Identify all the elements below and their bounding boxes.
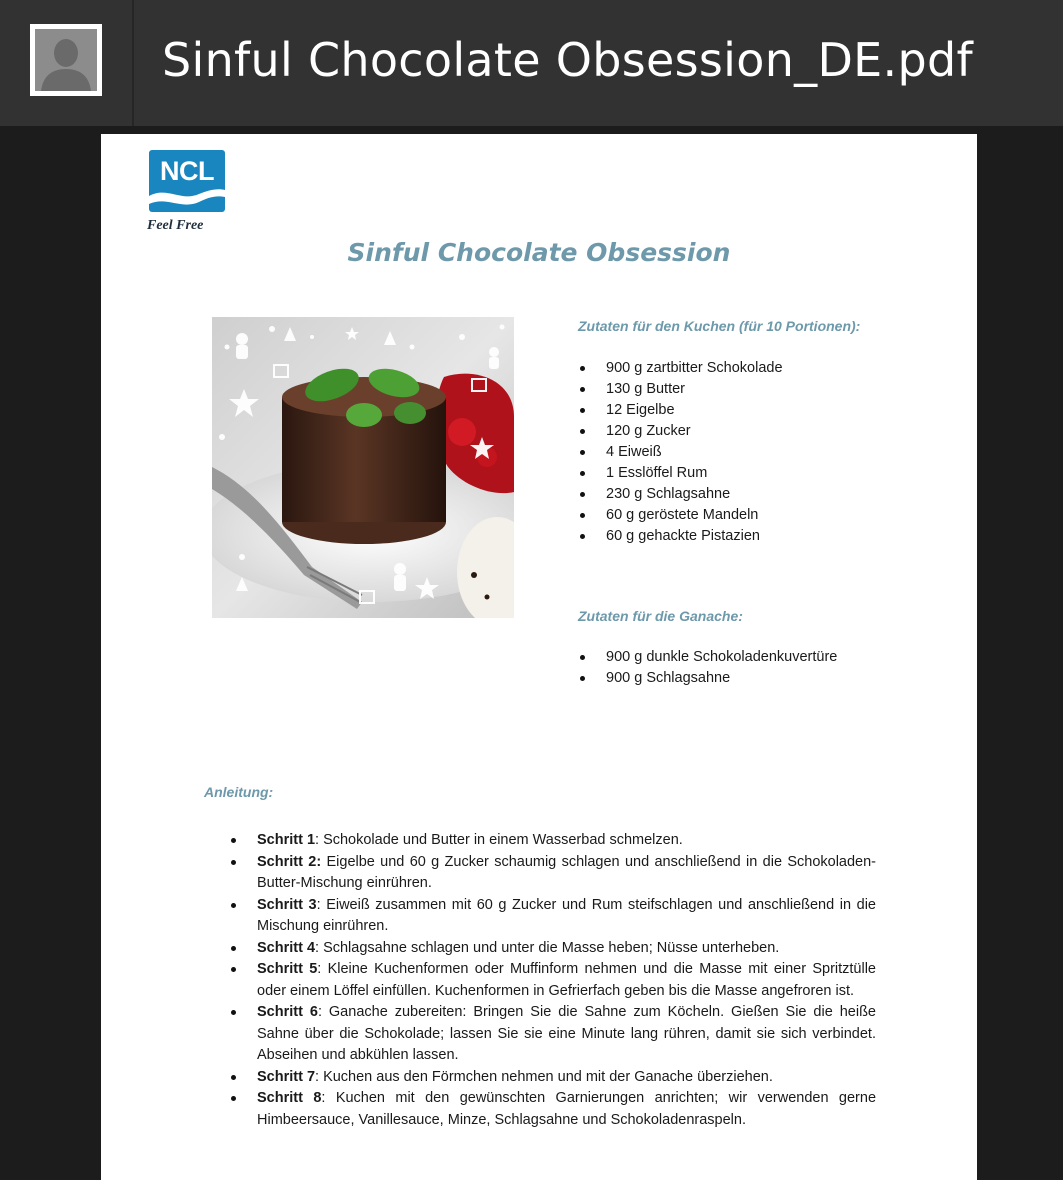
list-item: 900 g Schlagsahne (580, 668, 837, 689)
list-item: 12 Eigelbe (580, 400, 783, 421)
step-item (231, 895, 876, 938)
step-item (231, 852, 876, 895)
user-silhouette-icon (35, 29, 97, 91)
step-label: Schritt 6 (257, 1004, 318, 1020)
pdf-page[interactable] (101, 134, 977, 1180)
step-label: Schritt 4 (257, 939, 316, 956)
cake-ingredients-list (580, 358, 783, 547)
step-text: : Kuchen aus den Förmchen nehmen und mit der Ganache überziehen. (315, 1068, 773, 1085)
ncl-logo (147, 148, 227, 238)
list-item: 900 g zartbitter Schokolade (580, 358, 783, 379)
step-label: Schritt 8 (257, 1090, 322, 1106)
document-title: Sinful Chocolate Obsession_DE.pdf (162, 33, 973, 87)
step-text: : Eiweiß zusammen mit 60 g Zucker und Rum steifschlagen und anschließend in die Mischung einrühren. (257, 896, 876, 934)
instruction-steps-list (231, 830, 876, 1131)
list-item: 900 g dunkle Schokoladenkuvertüre (580, 647, 837, 668)
step-text: : Schlagsahne schlagen und unter die Masse heben; Nüsse unterheben. (315, 939, 780, 956)
app-top-bar (0, 0, 1063, 126)
step-item (231, 959, 876, 1002)
dessert-photo (212, 317, 514, 618)
step-item (231, 1088, 876, 1131)
logo-tagline: Feel Free (147, 218, 204, 233)
step-label: Schritt 5 (257, 961, 318, 977)
step-text: : Ganache zubereiten: Bringen Sie die Sahne zum Köcheln. Gießen Sie die heiße Sahne über die Schokolade; lassen Sie sie eine Minute lang rühren, damit sie sich verbindet. Abseihen und abkühlen lassen. (257, 1004, 876, 1063)
list-item: 4 Eiweiß (580, 442, 783, 463)
step-label: Schritt 7 (257, 1068, 316, 1085)
cake-ingredients-heading: Zutaten für den Kuchen (für 10 Portionen): (578, 318, 861, 334)
step-text: Eigelbe und 60 g Zucker schaumig schlagen und anschließend in die Schokoladen-Butter-Mischung einrühren. (257, 853, 877, 891)
ganache-ingredients-heading: Zutaten für die Ganache: (578, 608, 743, 624)
step-item (231, 938, 876, 960)
list-item: 120 g Zucker (580, 421, 783, 442)
toolbar-divider (132, 0, 134, 126)
step-text: : Schokolade und Butter in einem Wasserbad schmelzen. (315, 832, 683, 848)
logo-brand: NCL (160, 156, 214, 186)
step-item (231, 1067, 876, 1089)
ganache-ingredients-list (580, 647, 837, 689)
step-text: : Kuchen mit den gewünschten Garnierungen anrichten; wir verwenden gerne Himbeersauce, Vanillesauce, Minze, Schlagsahne und Schokoladenraspeln. (257, 1090, 877, 1128)
logo-box (149, 150, 225, 212)
wave-icon (149, 150, 225, 212)
step-text: : Kleine Kuchenformen oder Muffinform nehmen und die Masse mit einer Spritztülle oder einem Löffel einfüllen. Kuchenformen in Gefrierfach geben bis die Masse angefroren ist. (257, 961, 877, 999)
instructions-heading: Anleitung: (204, 784, 274, 800)
list-item: 130 g Butter (580, 379, 783, 400)
recipe-title: Sinful Chocolate Obsession (347, 238, 731, 267)
avatar[interactable] (30, 24, 102, 96)
list-item: 1 Esslöffel Rum (580, 463, 783, 484)
list-item: 60 g geröstete Mandeln (580, 505, 783, 526)
list-item: 230 g Schlagsahne (580, 484, 783, 505)
step-label: Schritt 2: (257, 853, 322, 870)
step-item (231, 1002, 876, 1067)
step-label: Schritt 1 (257, 832, 316, 848)
list-item: 60 g gehackte Pistazien (580, 526, 783, 547)
step-item (231, 830, 876, 852)
step-label: Schritt 3 (257, 896, 317, 913)
